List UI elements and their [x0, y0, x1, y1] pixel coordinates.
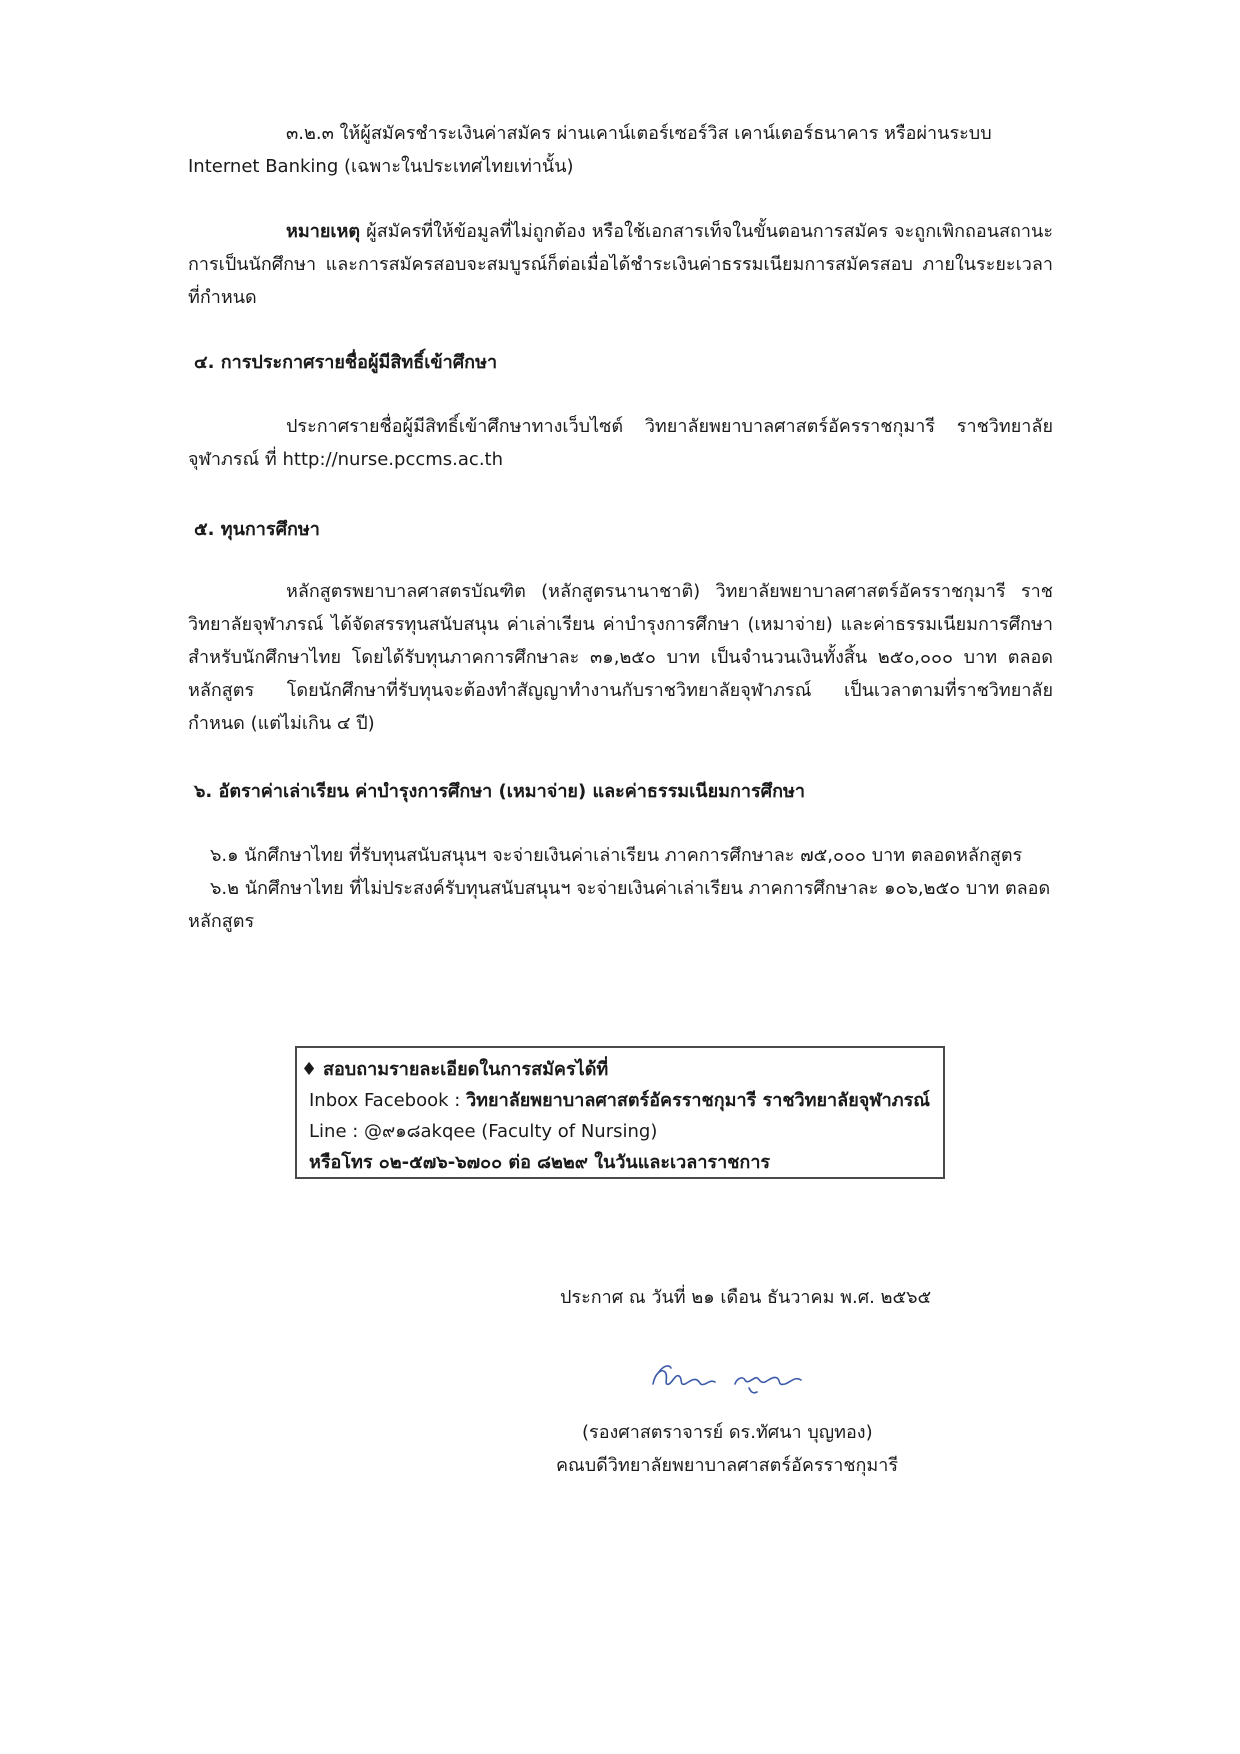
- diamond-bullet-icon: ♦: [301, 1059, 318, 1080]
- contact-line-line: Line : @๙๑๘akqee (Faculty of Nursing): [309, 1121, 658, 1142]
- section-4-heading: ๔. การประกาศรายชื่อผู้มีสิทธิ์เข้าศึกษา: [194, 352, 498, 373]
- note-paragraph: [188, 215, 1053, 314]
- contact-title: สอบถามรายละเอียดในการสมัครได้ที่: [323, 1059, 609, 1080]
- facebook-label: Inbox Facebook :: [309, 1090, 467, 1111]
- announce-date: ประกาศ ณ วันที่ ๒๑ เดือน ธันวาคม พ.ศ. ๒๕๖๕: [560, 1287, 932, 1308]
- facebook-value: วิทยาลัยพยาบาลศาสตร์อัครราชกุมารี ราชวิทยาลัยจุฬาภรณ์: [466, 1090, 930, 1111]
- section-6-item-1: ๖.๑ นักศึกษาไทย ที่รับทุนสนับสนุนฯ จะจ่ายเงินค่าเล่าเรียน ภาคการศึกษาละ ๗๕,๐๐๐ บาท ตลอดหลักสูตร: [210, 845, 1023, 866]
- contact-facebook-line: [297, 1085, 943, 1116]
- section-6-heading: ๖. อัตราค่าเล่าเรียน ค่าบำรุงการศึกษา (เหมาจ่าย) และค่าธรรมเนียมการศึกษา: [194, 781, 805, 802]
- contact-phone-line: หรือโทร ๐๒-๕๗๖-๖๗๐๐ ต่อ ๘๒๒๙ ในวันและเวลาราชการ: [309, 1152, 771, 1173]
- note-label: หมายเหตุ: [286, 221, 361, 242]
- section-4-paragraph: ประกาศรายชื่อผู้มีสิทธิ์เข้าศึกษาทางเว็บไซต์ วิทยาลัยพยาบาลศาสตร์อัครราชกุมารี ราชวิทยาลัยจุฬาภรณ์ ที่ http://nurse.pccms.ac.th: [188, 416, 1053, 470]
- contact-info-box: [295, 1046, 945, 1179]
- signer-name: (รองศาสตราจารย์ ดร.ทัศนา บุญทอง): [582, 1422, 873, 1443]
- signer-title: คณบดีวิทยาลัยพยาบาลศาสตร์อัครราชกุมารี: [556, 1455, 899, 1476]
- signature-image: [645, 1350, 815, 1400]
- section-6-item-2: ๖.๒ นักศึกษาไทย ที่ไม่ประสงค์รับทุนสนับสนุนฯ จะจ่ายเงินค่าเล่าเรียน ภาคการศึกษาละ ๑๐๖,๒๕๐ บาท ตลอดหลักสูตร: [188, 878, 1051, 932]
- note-text: ผู้สมัครที่ให้ข้อมูลที่ไม่ถูกต้อง หรือใช้เอกสารเท็จในขั้นตอนการสมัคร จะถูกเพิกถอนสถานะการเป็นนักศึกษา และการสมัครสอบจะสมบูรณ์ก็ต่อเมื่อได้ชำระเงินค่าธรรมเนียมการสมัครสอบ ภายในระยะเวลาที่กำหนด: [188, 221, 1053, 308]
- section-5-paragraph: หลักสูตรพยาบาลศาสตรบัณฑิต (หลักสูตรนานาชาติ) วิทยาลัยพยาบาลศาสตร์อัครราชกุมารี ราชวิทยาลัยจุฬาภรณ์ ได้จัดสรรทุนสนับสนุน ค่าเล่าเรียน ค่าบำรุงการศึกษา (เหมาจ่าย) และค่าธรรมเนียมการศึกษา สำหรับนักศึกษาไทย โดยได้รับทุนภาคการศึกษาละ ๓๑,๒๕๐ บาท เป็นจำนวนเงินทั้งสิ้น ๒๕๐,๐๐๐ บาท ตลอดหลักสูตร โดยนักศึกษาที่รับทุนจะต้องทำสัญญาทำงานกับราชวิทยาลัยจุฬาภรณ์ เป็นเวลาตามที่ราชวิทยาลัยกำหนด (แต่ไม่เกิน ๔ ปี): [188, 581, 1053, 734]
- contact-title-line: [297, 1054, 943, 1085]
- section-3-2-3-paragraph: ๓.๒.๓ ให้ผู้สมัครชำระเงินค่าสมัคร ผ่านเคาน์เตอร์เซอร์วิส เคาน์เตอร์ธนาคาร หรือผ่านระบบ Internet Banking (เฉพาะในประเทศไทยเท่านั้น): [188, 123, 992, 177]
- section-5-heading: ๕. ทุนการศึกษา: [194, 519, 320, 540]
